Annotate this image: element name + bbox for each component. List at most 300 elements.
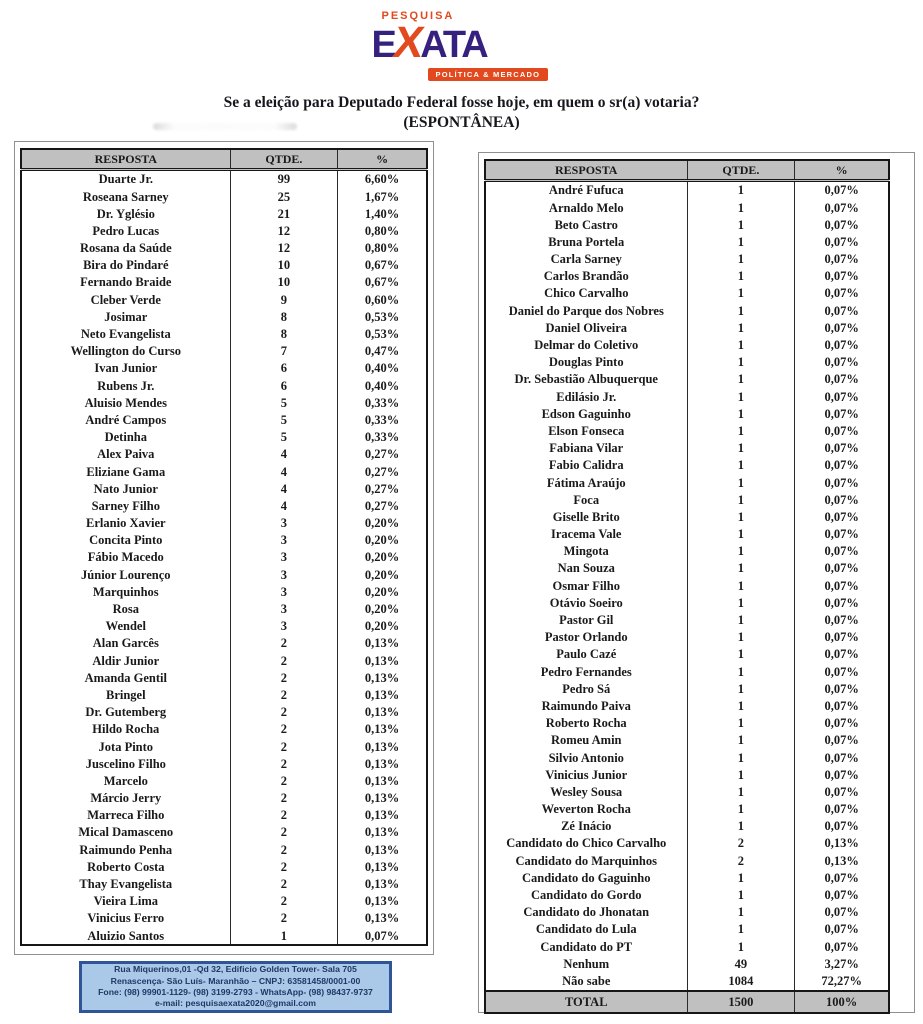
table-row — [21, 652, 427, 669]
cell-pct: 0,07% — [795, 268, 889, 285]
cell-resposta: André Campos — [85, 412, 167, 427]
table-row — [485, 870, 889, 887]
cell-resposta: Fabiana Vilar — [549, 441, 624, 456]
cell-resposta: Pedro Sá — [562, 681, 611, 696]
cell-qtde: 25 — [230, 188, 338, 205]
cell-resposta: Dr. Sebastião Albuquerque — [514, 372, 658, 387]
cell-pct: 0,07% — [795, 199, 889, 216]
cell-resposta: Bruna Portela — [548, 234, 625, 249]
cell-resposta: Bira do Pindaré — [83, 258, 169, 273]
cell-qtde: 9 — [230, 291, 338, 308]
cell-qtde: 10 — [230, 274, 338, 291]
cell-resposta: Dr. Yglésio — [96, 206, 155, 221]
contact-phone-line: Fone: (98) 99901-1129- (98) 3199-2793 - WhatsApp- (98) 98437-9737 — [98, 987, 373, 997]
cell-qtde: 3 — [230, 566, 338, 583]
cell-pct: 0,13% — [795, 835, 889, 852]
cell-resposta: Edilásio Jr. — [556, 389, 617, 404]
cell-qtde: 99 — [230, 170, 338, 189]
cell-qtde: 1 — [687, 749, 795, 766]
cell-resposta: Josimar — [104, 309, 148, 324]
cell-pct: 0,07% — [338, 927, 427, 945]
cell-pct: 0,07% — [795, 526, 889, 543]
cell-qtde: 1 — [687, 938, 795, 955]
cell-resposta: Concita Pinto — [89, 533, 163, 548]
cell-qtde: 1 — [687, 921, 795, 938]
cell-pct: 0,07% — [795, 801, 889, 818]
table-row — [21, 927, 427, 945]
table-row — [485, 388, 889, 405]
cell-qtde: 12 — [230, 240, 338, 257]
cell-resposta: Neto Evangelista — [80, 327, 171, 342]
cell-pct: 0,40% — [338, 360, 427, 377]
table-row — [21, 240, 427, 257]
cell-pct: 0,07% — [795, 320, 889, 337]
cell-resposta: Romeu Amin — [551, 733, 622, 748]
cell-pct: 0,20% — [338, 618, 427, 635]
cell-qtde: 2 — [687, 852, 795, 869]
table-row — [21, 223, 427, 240]
table-row — [485, 302, 889, 319]
cell-qtde: 6 — [230, 377, 338, 394]
cell-pct: 0,07% — [795, 921, 889, 938]
cell-resposta: Detinha — [104, 430, 147, 445]
table-row — [21, 841, 427, 858]
cell-resposta: Raimundo Paiva — [541, 698, 631, 713]
table-row — [21, 755, 427, 772]
table-row — [485, 629, 889, 646]
cell-qtde: 1 — [687, 646, 795, 663]
cell-pct: 0,53% — [338, 326, 427, 343]
cell-pct: 0,13% — [338, 893, 427, 910]
cell-resposta: Vinicius Junior — [545, 767, 628, 782]
question-line-1: Se a eleição para Deputado Federal fosse hoje, em quem o sr(a) votaria? — [223, 94, 700, 111]
cell-resposta: Vieira Lima — [93, 894, 159, 909]
cell-qtde: 2 — [230, 893, 338, 910]
table-row — [21, 446, 427, 463]
cell-pct: 0,07% — [795, 234, 889, 251]
cell-qtde: 2 — [230, 876, 338, 893]
table-row — [485, 801, 889, 818]
cell-qtde: 4 — [230, 463, 338, 480]
table-row — [21, 618, 427, 635]
cell-resposta: Candidato do Chico Carvalho — [506, 836, 667, 851]
contact-address-line: Rua Miquerinos,01 -Qd 32, Edificio Golden Tower- Sala 705 — [114, 964, 357, 975]
cell-pct: 0,27% — [338, 498, 427, 515]
results-table-left — [20, 148, 428, 946]
table-row — [21, 790, 427, 807]
cell-resposta: Carlos Brandão — [543, 269, 629, 284]
cell-resposta: Amanda Gentil — [84, 670, 167, 685]
table-row — [21, 669, 427, 686]
cell-qtde: 5 — [230, 394, 338, 411]
cell-qtde: 4 — [230, 498, 338, 515]
question-line-2: (ESPONTÂNEA) — [403, 114, 520, 132]
cell-pct: 0,07% — [795, 595, 889, 612]
table-row — [485, 337, 889, 354]
cell-pct: 1,67% — [338, 188, 427, 205]
cell-qtde: 8 — [230, 326, 338, 343]
cell-pct: 0,20% — [338, 584, 427, 601]
cell-pct: 0,13% — [338, 807, 427, 824]
cell-qtde: 2 — [687, 835, 795, 852]
pesquisa-exata-logo — [372, 10, 552, 82]
erased-text-smudge — [153, 123, 297, 130]
total-qtde: 1500 — [687, 991, 795, 1013]
cell-qtde: 1 — [687, 663, 795, 680]
cell-pct: 0,13% — [338, 687, 427, 704]
table-row — [485, 732, 889, 749]
cell-qtde: 2 — [230, 704, 338, 721]
cell-qtde: 1 — [687, 784, 795, 801]
cell-qtde: 1 — [687, 216, 795, 233]
cell-resposta: Mingota — [563, 544, 609, 559]
table-row — [485, 268, 889, 285]
cell-qtde: 2 — [230, 721, 338, 738]
logo-banner-text: POLÍTICA & MERCADO — [428, 68, 549, 81]
cell-pct: 0,07% — [795, 646, 889, 663]
cell-qtde: 1 — [687, 491, 795, 508]
cell-resposta: Wellington do Curso — [70, 344, 182, 359]
cell-pct: 0,80% — [338, 223, 427, 240]
cell-resposta: Roberto Rocha — [545, 716, 627, 731]
cell-resposta: Delmar do Coletivo — [534, 338, 639, 353]
cell-qtde: 2 — [230, 910, 338, 927]
cell-resposta: Ivan Junior — [94, 361, 158, 376]
cell-qtde: 2 — [230, 790, 338, 807]
cell-resposta: Pedro Fernandes — [540, 664, 632, 679]
cell-pct: 0,07% — [795, 732, 889, 749]
cell-pct: 0,07% — [795, 337, 889, 354]
cell-resposta: André Fufuca — [548, 183, 624, 198]
cell-qtde: 3 — [230, 549, 338, 566]
header-pct: % — [338, 149, 427, 170]
cell-pct: 0,07% — [795, 457, 889, 474]
cell-qtde: 1 — [687, 870, 795, 887]
cell-resposta: Raimundo Penha — [79, 842, 173, 857]
cell-qtde: 1 — [687, 577, 795, 594]
table-row — [21, 343, 427, 360]
cell-qtde: 2 — [230, 859, 338, 876]
cell-pct: 0,07% — [795, 405, 889, 422]
table-row — [485, 491, 889, 508]
cell-qtde: 1 — [687, 302, 795, 319]
cell-pct: 0,53% — [338, 309, 427, 326]
cell-resposta: Vinicius Ferro — [87, 911, 165, 926]
cell-pct: 0,40% — [338, 377, 427, 394]
cell-qtde: 1 — [687, 560, 795, 577]
table-row — [485, 234, 889, 251]
cell-resposta: Pedro Lucas — [92, 223, 160, 238]
cell-pct: 0,67% — [338, 274, 427, 291]
table-row — [485, 904, 889, 921]
cell-resposta: Candidato do PT — [540, 939, 633, 954]
cell-pct: 0,07% — [795, 766, 889, 783]
cell-pct: 0,07% — [795, 749, 889, 766]
cell-pct: 0,07% — [795, 887, 889, 904]
cell-qtde: 2 — [230, 687, 338, 704]
cell-resposta: Márcio Jerry — [90, 791, 162, 806]
total-pct: 100% — [795, 991, 889, 1013]
cell-pct: 0,07% — [795, 818, 889, 835]
cell-qtde: 3 — [230, 515, 338, 532]
table-row — [21, 704, 427, 721]
table-row — [485, 680, 889, 697]
cell-qtde: 1 — [687, 354, 795, 371]
cell-pct: 0,20% — [338, 532, 427, 549]
cell-qtde: 4 — [230, 446, 338, 463]
cell-pct: 0,07% — [795, 938, 889, 955]
table-row — [21, 326, 427, 343]
table-row — [21, 188, 427, 205]
cell-qtde: 2 — [230, 755, 338, 772]
cell-resposta: Wesley Sousa — [550, 784, 623, 799]
cell-pct: 0,13% — [338, 790, 427, 807]
cell-pct: 0,13% — [338, 635, 427, 652]
cell-pct: 0,07% — [795, 491, 889, 508]
cell-qtde: 2 — [230, 635, 338, 652]
cell-qtde: 1 — [687, 388, 795, 405]
table-row — [485, 646, 889, 663]
cell-qtde: 1 — [230, 927, 338, 945]
cell-pct: 0,80% — [338, 240, 427, 257]
cell-qtde: 21 — [230, 205, 338, 222]
table-row — [21, 515, 427, 532]
table-row — [21, 463, 427, 480]
cell-pct: 0,33% — [338, 394, 427, 411]
table-row — [485, 973, 889, 991]
table-row — [485, 440, 889, 457]
table-row — [485, 577, 889, 594]
table-row — [485, 371, 889, 388]
cell-resposta: Foca — [573, 492, 600, 507]
table-row — [485, 216, 889, 233]
table-row — [485, 749, 889, 766]
cell-resposta: Júnior Lourenço — [81, 567, 171, 582]
cell-resposta: Daniel Oliveira — [545, 320, 628, 335]
cell-qtde: 1084 — [687, 973, 795, 991]
cell-pct: 0,47% — [338, 343, 427, 360]
table-row — [21, 274, 427, 291]
cell-pct: 0,13% — [338, 824, 427, 841]
table-row — [21, 360, 427, 377]
table-row — [485, 715, 889, 732]
cell-pct: 0,07% — [795, 612, 889, 629]
table-row — [485, 526, 889, 543]
cell-qtde: 1 — [687, 251, 795, 268]
cell-qtde: 3 — [230, 532, 338, 549]
table-row — [485, 818, 889, 835]
cell-qtde: 1 — [687, 440, 795, 457]
cell-qtde: 1 — [687, 904, 795, 921]
contact-city-cnpj-line: Renascença- São Luís- Maranhão – CNPJ: 63581458/0001-00 — [110, 975, 361, 986]
cell-resposta: Eliziane Gama — [86, 464, 166, 479]
cell-resposta: Fabio Calidra — [548, 458, 624, 473]
cell-resposta: Candidato do Jhonatan — [523, 905, 650, 920]
cell-qtde: 1 — [687, 732, 795, 749]
cell-qtde: 1 — [687, 268, 795, 285]
cell-pct: 0,27% — [338, 446, 427, 463]
table-row — [485, 784, 889, 801]
cell-resposta: Fábio Macedo — [87, 550, 164, 565]
cell-pct: 0,13% — [338, 910, 427, 927]
table-row — [485, 251, 889, 268]
table-row — [485, 474, 889, 491]
cell-qtde: 1 — [687, 285, 795, 302]
cell-pct: 0,07% — [795, 629, 889, 646]
cell-qtde: 49 — [687, 955, 795, 972]
cell-pct: 0,13% — [338, 652, 427, 669]
cell-pct: 0,13% — [795, 852, 889, 869]
cell-qtde: 1 — [687, 595, 795, 612]
right-table-frame — [478, 152, 915, 1013]
table-row — [21, 807, 427, 824]
cell-pct: 0,13% — [338, 738, 427, 755]
cell-qtde: 1 — [687, 887, 795, 904]
table-row — [21, 859, 427, 876]
cell-pct: 0,13% — [338, 841, 427, 858]
cell-pct: 0,20% — [338, 515, 427, 532]
cell-resposta: Weverton Rocha — [541, 802, 631, 817]
left-table-frame — [14, 141, 434, 955]
cell-resposta: Edson Gaguinho — [541, 406, 631, 421]
table-row — [21, 635, 427, 652]
logo-letter-e: E — [371, 24, 395, 66]
cell-pct: 0,07% — [795, 251, 889, 268]
table-row — [21, 205, 427, 222]
table-row — [21, 429, 427, 446]
cell-qtde: 2 — [230, 669, 338, 686]
cell-pct: 0,20% — [338, 601, 427, 618]
cell-resposta: Candidato do Marquinhos — [515, 853, 657, 868]
contact-info-box — [79, 961, 392, 1013]
table-row — [485, 698, 889, 715]
cell-resposta: Silvio Antonio — [548, 750, 624, 765]
table-row — [485, 766, 889, 783]
cell-pct: 0,07% — [795, 285, 889, 302]
cell-resposta: Sarney Filho — [91, 498, 160, 513]
cell-resposta: Nato Junior — [93, 481, 158, 496]
table-row — [21, 773, 427, 790]
cell-pct: 0,07% — [795, 680, 889, 697]
cell-resposta: Marreca Filho — [87, 808, 165, 823]
table-row — [21, 601, 427, 618]
cell-pct: 0,13% — [338, 859, 427, 876]
cell-resposta: Pastor Gil — [559, 613, 614, 628]
cell-pct: 0,20% — [338, 566, 427, 583]
cell-resposta: Aldir Junior — [92, 653, 160, 668]
cell-pct: 0,13% — [338, 721, 427, 738]
cell-qtde: 3 — [230, 601, 338, 618]
cell-resposta: Alan Garcês — [92, 636, 159, 651]
cell-qtde: 1 — [687, 801, 795, 818]
cell-resposta: Nenhum — [563, 956, 610, 971]
table-row — [485, 285, 889, 302]
table-row — [485, 543, 889, 560]
logo-letter-x: X — [389, 18, 426, 67]
table-header-row — [485, 160, 889, 181]
header-resposta: RESPOSTA — [485, 160, 687, 181]
table-header-row — [21, 149, 427, 170]
total-label: TOTAL — [485, 991, 687, 1013]
cell-qtde: 6 — [230, 360, 338, 377]
table-row — [21, 257, 427, 274]
cell-pct: 0,20% — [338, 549, 427, 566]
table-row — [485, 921, 889, 938]
cell-qtde: 1 — [687, 423, 795, 440]
question-title — [0, 93, 923, 133]
cell-qtde: 1 — [687, 526, 795, 543]
table-row — [485, 405, 889, 422]
cell-resposta: Marcelo — [103, 773, 148, 788]
cell-pct: 0,07% — [795, 474, 889, 491]
cell-resposta: Fátima Araújo — [546, 475, 626, 490]
cell-pct: 0,07% — [795, 560, 889, 577]
cell-qtde: 2 — [230, 652, 338, 669]
cell-resposta: Wendel — [105, 619, 146, 634]
cell-resposta: Dr. Gutemberg — [85, 705, 167, 720]
cell-qtde: 2 — [230, 773, 338, 790]
table-row — [485, 887, 889, 904]
table-row — [21, 687, 427, 704]
table-row — [21, 721, 427, 738]
table-row — [485, 320, 889, 337]
cell-resposta: Jota Pinto — [98, 739, 154, 754]
table-row — [21, 394, 427, 411]
table-row — [21, 549, 427, 566]
cell-qtde: 1 — [687, 543, 795, 560]
cell-qtde: 1 — [687, 320, 795, 337]
table-row — [485, 835, 889, 852]
cell-resposta: Pastor Orlando — [544, 630, 628, 645]
cell-resposta: Paulo Cazé — [556, 647, 617, 662]
table-row — [21, 498, 427, 515]
cell-pct: 0,07% — [795, 870, 889, 887]
cell-pct: 6,60% — [338, 170, 427, 189]
cell-pct: 0,33% — [338, 429, 427, 446]
cell-resposta: Rosa — [112, 602, 139, 617]
cell-pct: 0,07% — [795, 904, 889, 921]
table-row — [21, 480, 427, 497]
table-row — [485, 595, 889, 612]
table-row — [485, 457, 889, 474]
cell-pct: 0,07% — [795, 181, 889, 200]
cell-resposta: Aluisio Mendes — [84, 395, 167, 410]
cell-resposta: Roberto Costa — [87, 859, 165, 874]
table-row — [21, 893, 427, 910]
cell-resposta: Candidato do Gordo — [531, 888, 642, 903]
cell-pct: 0,13% — [338, 755, 427, 772]
cell-resposta: Daniel do Parque dos Nobres — [508, 303, 664, 318]
cell-pct: 0,07% — [795, 543, 889, 560]
cell-qtde: 1 — [687, 181, 795, 200]
cell-qtde: 1 — [687, 337, 795, 354]
cell-resposta: Aluizio Santos — [87, 928, 165, 943]
table-row — [21, 291, 427, 308]
contact-email-line: e-mail: pesquisaexata2020@gmail.com — [154, 998, 317, 1009]
cell-resposta: Hildo Rocha — [92, 722, 160, 737]
cell-resposta: Juscelino Filho — [85, 756, 166, 771]
table-row — [21, 876, 427, 893]
cell-qtde: 4 — [230, 480, 338, 497]
cell-qtde: 7 — [230, 343, 338, 360]
cell-pct: 1,40% — [338, 205, 427, 222]
cell-qtde: 3 — [230, 618, 338, 635]
logo-exata-wordmark — [371, 18, 552, 67]
cell-pct: 72,27% — [795, 973, 889, 991]
cell-pct: 0,07% — [795, 663, 889, 680]
results-table-right — [484, 159, 890, 1014]
logo-letters-ata: ATA — [420, 24, 487, 66]
